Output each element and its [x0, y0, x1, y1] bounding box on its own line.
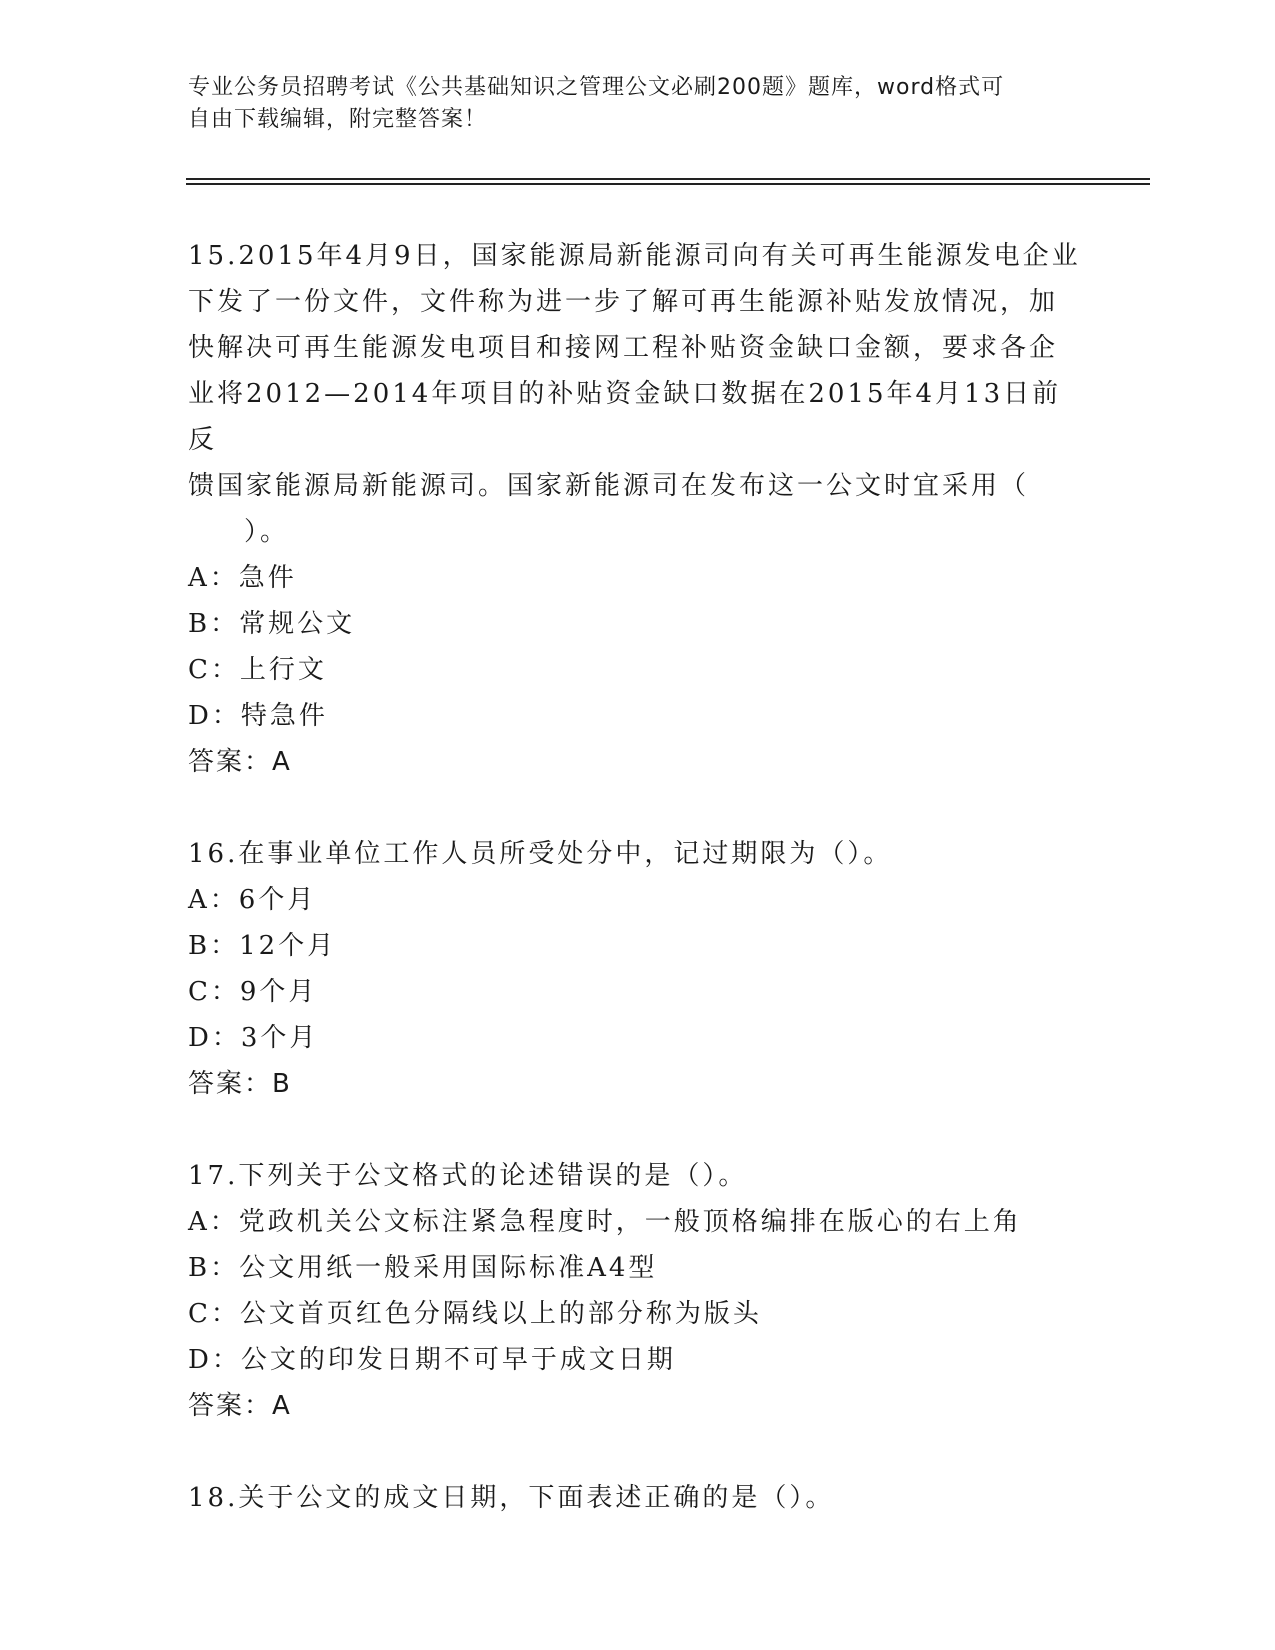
- question-stem-line: 馈国家能源局新能源司。国家新能源司在发布这一公文时宜采用（: [188, 471, 1030, 501]
- question-18: [188, 1475, 1088, 1521]
- header-divider-top: [186, 178, 1150, 180]
- option-c: C：9个月: [188, 977, 318, 1007]
- option-a: A：6个月: [188, 885, 317, 915]
- option-c: C：上行文: [188, 655, 327, 685]
- option-d: D：公文的印发日期不可早于成文日期: [188, 1345, 676, 1375]
- option-b: B：12个月: [188, 931, 337, 961]
- option-b: B：公文用纸一般采用国际标准A4型: [188, 1253, 658, 1283]
- question-spacer: [188, 785, 1088, 831]
- question-stem-line: 18.关于公文的成文日期，下面表述正确的是（）。: [188, 1483, 835, 1513]
- question-stem-tail: ）。: [244, 517, 290, 547]
- header-divider-bottom: [186, 183, 1150, 185]
- question-stem-line: 业将2012—2014年项目的补贴资金缺口数据在2015年4月13日前反: [188, 379, 1062, 455]
- option-c: C：公文首页红色分隔线以上的部分称为版头: [188, 1299, 762, 1329]
- option-a: A：党政机关公文标注紧急程度时，一般顶格编排在版心的右上角: [188, 1207, 1022, 1237]
- answer: 答案：A: [188, 747, 292, 777]
- answer: 答案：A: [188, 1391, 292, 1421]
- question-stem-line: 17.下列关于公文格式的论述错误的是（）。: [188, 1161, 748, 1191]
- question-stem-line: 16.在事业单位工作人员所受处分中，记过期限为（）。: [188, 839, 893, 869]
- question-stem-line: 15.2015年4月9日，国家能源局新能源司向有关可再生能源发电企业: [188, 241, 1081, 271]
- question-spacer: [188, 1429, 1088, 1475]
- option-a: A：急件: [188, 563, 297, 593]
- question-15: [188, 233, 1088, 785]
- option-d: D：3个月: [188, 1023, 319, 1053]
- option-b: B：常规公文: [188, 609, 356, 639]
- question-list: [188, 233, 1088, 1521]
- option-d: D：特急件: [188, 701, 328, 731]
- document-header: [188, 72, 1068, 136]
- answer: 答案：B: [188, 1069, 292, 1099]
- question-stem-line: 快解决可再生能源发电项目和接网工程补贴资金缺口金额，要求各企: [188, 333, 1059, 363]
- question-16: [188, 831, 1088, 1107]
- question-stem-line: 下发了一份文件，文件称为进一步了解可再生能源补贴发放情况，加: [188, 287, 1059, 317]
- question-spacer: [188, 1107, 1088, 1153]
- header-title-line-1: 专业公务员招聘考试《公共基础知识之管理公文必刷200题》题库，word格式可: [188, 75, 1005, 100]
- question-17: [188, 1153, 1088, 1429]
- header-title-line-2: 自由下载编辑，附完整答案！: [188, 107, 488, 132]
